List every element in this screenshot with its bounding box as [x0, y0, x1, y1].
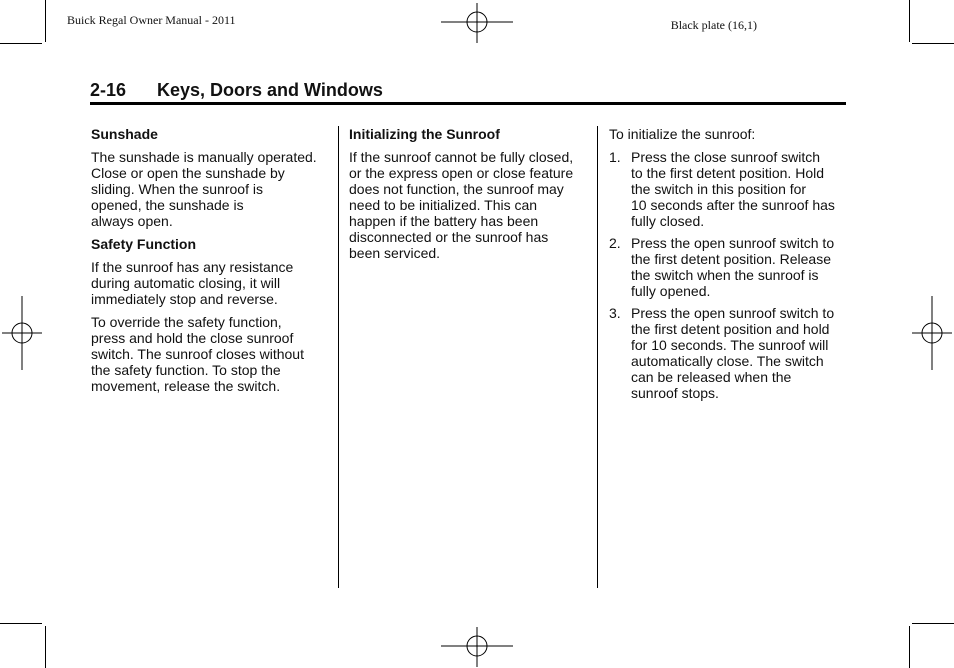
text-line: movement, release the switch. — [91, 378, 281, 394]
text-line: to the first detent position. Hold — [631, 165, 824, 181]
text-line: been serviced. — [349, 245, 441, 261]
crop-mark-bl-v — [45, 626, 46, 668]
text-line: 10 seconds after the sunroof has — [631, 197, 835, 213]
text-line: immediately stop and reverse. — [91, 291, 278, 307]
column-3 — [609, 126, 849, 407]
crop-mark-br-v — [909, 626, 910, 668]
text-line: Press the open sunroof switch to — [631, 305, 835, 321]
text-line: for 10 seconds. The sunroof will — [631, 337, 829, 353]
registration-mark-top — [441, 3, 515, 43]
crop-mark-br-h — [912, 623, 954, 624]
text-line: the first detent position and hold — [631, 321, 830, 337]
text-line: sliding. When the sunroof is — [91, 181, 263, 197]
registration-mark-right — [912, 296, 952, 370]
column-1 — [91, 126, 331, 401]
text-line: during automatic closing, it will — [91, 275, 281, 291]
section-title: Keys, Doors and Windows — [157, 80, 383, 100]
step-number: 3. — [609, 305, 621, 321]
step-number: 2. — [609, 235, 621, 251]
crop-mark-tl-h — [0, 43, 42, 44]
text-line: need to be initialized. This can — [349, 197, 538, 213]
text-line: Close or open the sunshade by — [91, 165, 285, 181]
crop-mark-bl-h — [0, 623, 42, 624]
text-line: happen if the battery has been — [349, 213, 539, 229]
list-item — [609, 305, 849, 401]
text-line: fully opened. — [631, 283, 711, 299]
crop-mark-tr-h — [912, 43, 954, 44]
text-line: If the sunroof cannot be fully closed, — [349, 149, 574, 165]
crop-mark-tr-v — [909, 0, 910, 42]
steps-intro: To initialize the sunroof: — [609, 126, 756, 142]
steps-list — [609, 149, 849, 401]
text-line: does not function, the sunroof may — [349, 181, 564, 197]
sunshade-heading: Sunshade — [91, 126, 158, 142]
plate-label: Black plate (16,1) — [670, 18, 757, 32]
text-line: the first detent position. Release — [631, 251, 832, 267]
safety-heading: Safety Function — [91, 236, 197, 252]
registration-mark-left — [2, 296, 42, 370]
column-divider-1 — [338, 126, 339, 588]
text-line: sunroof stops. — [631, 385, 719, 401]
initializing-paragraph — [349, 149, 589, 261]
text-line: switch. The sunroof closes without — [91, 346, 304, 362]
text-line: fully closed. — [631, 213, 705, 229]
text-line: Press the open sunroof switch to — [631, 235, 835, 251]
safety-paragraph — [91, 259, 331, 307]
list-item — [609, 235, 849, 299]
text-line: the switch in this position for — [631, 181, 807, 197]
column-divider-2 — [597, 126, 598, 588]
text-line: the switch when the sunroof is — [631, 267, 819, 283]
step-number: 1. — [609, 149, 621, 165]
text-line: automatically close. The switch — [631, 353, 824, 369]
sunshade-paragraph — [91, 149, 331, 229]
text-line: opened, the sunshade is — [91, 197, 244, 213]
list-item — [609, 149, 849, 229]
text-line: or the express open or close feature — [349, 165, 574, 181]
text-line: the safety function. To stop the — [91, 362, 281, 378]
text-line: can be released when the — [631, 369, 792, 385]
registration-mark-bottom — [441, 627, 515, 667]
column-2 — [349, 126, 589, 268]
text-line: disconnected or the sunroof has — [349, 229, 549, 245]
text-line: If the sunroof has any resistance — [91, 259, 294, 275]
text-line: always open. — [91, 213, 173, 229]
manual-title: Buick Regal Owner Manual - 2011 — [67, 13, 236, 27]
text-line: The sunshade is manually operated. — [91, 149, 317, 165]
page-heading — [90, 80, 846, 105]
text-line: To override the safety function, — [91, 314, 282, 330]
crop-mark-tl-v — [45, 0, 46, 42]
text-line: press and hold the close sunroof — [91, 330, 294, 346]
override-paragraph — [91, 314, 331, 394]
initializing-heading: Initializing the Sunroof — [349, 126, 500, 142]
text-line: Press the close sunroof switch — [631, 149, 821, 165]
page-number: 2-16 — [90, 80, 127, 100]
